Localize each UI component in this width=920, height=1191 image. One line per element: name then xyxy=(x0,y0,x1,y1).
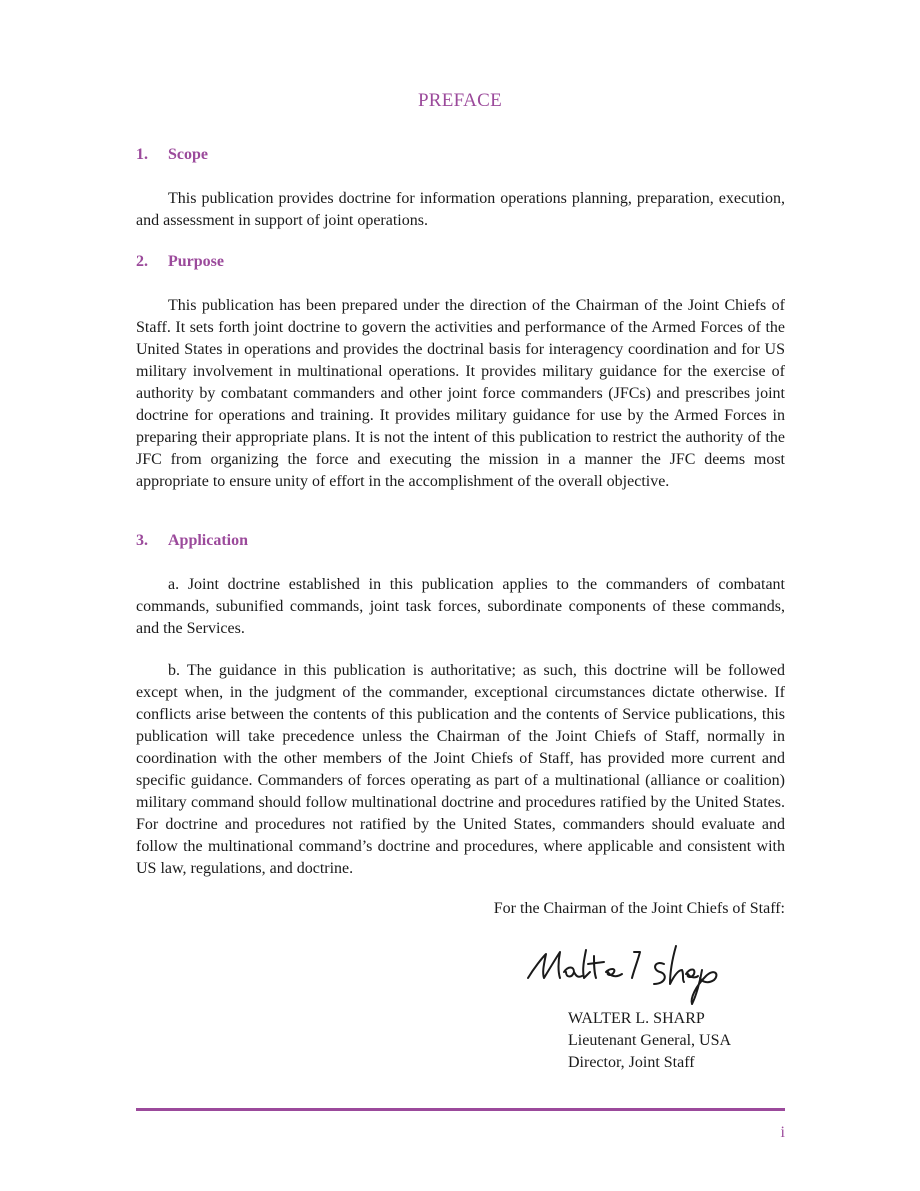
scope-paragraph: This publication provides doctrine for information operations planning, preparation, execution, and assessment in support of joint operations. xyxy=(136,190,785,229)
purpose-paragraph: This publication has been prepared under the direction of the Chairman of the Joint Chiefs of Staff. It sets forth joint doctrine to govern the activities and performance of the Armed Forces of the United States in operations and provides the doctrinal basis for interagency coordination and for US military involvement in multinational operations. It provides military guidance for the exercise of authority by combatant commanders and other joint force commanders (JFCs) and prescribes joint doctrine for operations and training. It provides military guidance for use by the Armed Forces in preparing their appropriate plans. It is not the intent of this publication to restrict the authority of the JFC from organizing the force and executing the mission in a manner the JFC deems most appropriate to ensure unity of effort in the accomplishment of the overall objective. xyxy=(136,297,785,490)
application-paragraph-b: b. The guidance in this publication is authoritative; as such, this doctrine will be followed except when, in the judgment of the commander, exceptional circumstances dictate otherwise. If conflicts arise between the contents of this publication and the contents of Service publications, this publication will take precedence unless the Chairman of the Joint Chiefs of Staff, normally in coordination with the other members of the Joint Chiefs of Staff, has provided more current and specific guidance. Commanders of forces operating as part of a multinational (alliance or coalition) military command should follow multinational doctrine and procedures ratified by the United States. For doctrine and procedures not ratified by the United States, commanders should evaluate and follow the multinational command’s doctrine and procedures, where applicable and consistent with US law, regulations, and doctrine. xyxy=(136,662,785,877)
signature-image xyxy=(524,938,724,1008)
signer-block xyxy=(568,1008,731,1074)
footer-rule xyxy=(136,1108,785,1111)
section-heading-application xyxy=(136,532,248,550)
closing-line: For the Chairman of the Joint Chiefs of Staff: xyxy=(493,900,785,917)
signer-position: Director, Joint Staff xyxy=(568,1054,695,1071)
signer-name: WALTER L. SHARP xyxy=(568,1010,705,1027)
page-number: i xyxy=(780,1124,785,1141)
section-heading-purpose xyxy=(136,253,224,271)
section-heading-scope xyxy=(136,146,208,164)
section-number: 1. xyxy=(136,146,148,163)
signer-rank: Lieutenant General, USA xyxy=(568,1032,732,1049)
page-title: PREFACE xyxy=(417,90,503,111)
section-title: Application xyxy=(168,532,249,549)
section-title: Scope xyxy=(168,146,208,163)
section-number: 2. xyxy=(136,253,148,270)
section-number: 3. xyxy=(136,532,148,549)
section-title: Purpose xyxy=(168,253,224,270)
application-paragraph-a: a. Joint doctrine established in this publication applies to the commanders of combatant commands, subunified commands, joint task forces, subordinate components of these commands, and the Services. xyxy=(136,576,785,637)
